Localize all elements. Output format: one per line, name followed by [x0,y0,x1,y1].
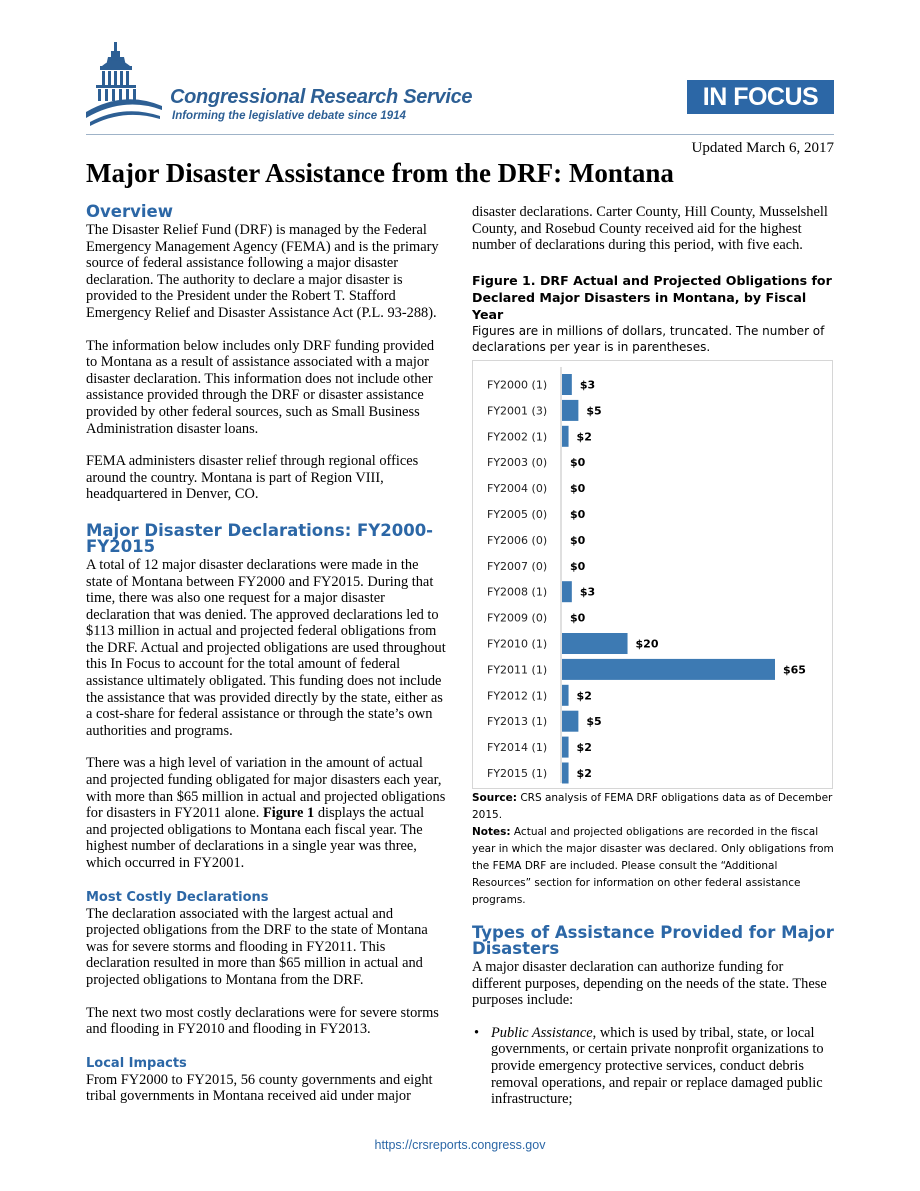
bar [562,737,569,758]
category-label: FY2005 (0) [487,508,548,521]
most-costly-paragraph-1: The declaration associated with the largest actual and projected obligations from the DRF to the state of Montana was for severe storms and flooding in FY2011. This declaration resulted in more than $65 million in actual and projected obligations to Montana from the DRF. [86,905,428,988]
figure-notes: Notes: Actual and projected obligations are recorded in the fiscal year in which the major disaster was declared. Only obligations from the FEMA DRF are included. Please consult the “Additional Resources” section for information on other federal assistance programs. [472,826,834,906]
category-label: FY2010 (1) [487,637,548,651]
category-label: FY2008 (1) [487,585,548,599]
category-label: FY2004 (0) [487,482,548,496]
org-tagline: Informing the legislative debate since 1914 [172,110,406,122]
category-label: FY2002 (1) [487,430,548,444]
value-label: $65 [783,663,806,677]
declarations-heading: Major Disaster Declarations: FY2000-FY2015 [86,520,434,556]
value-label: $2 [576,767,592,780]
figure-source: Source: CRS analysis of FEMA DRF obligations data as of December 2015. [472,792,833,821]
header-divider [86,134,834,135]
bar [562,374,572,395]
overview-paragraph-3: FEMA administers disaster relief through regional offices around the country. Montana is part of Region VIII, headquartered in Denver, CO. [86,453,419,503]
value-label: $2 [576,689,592,703]
value-label: $2 [576,741,592,755]
footer-url[interactable]: https://crsreports.congress.gov [374,1138,546,1152]
value-label: $20 [635,637,659,651]
most-costly-heading: Most Costly Declarations [86,889,269,905]
declarations-paragraph-2: There was a high level of variation in the amount of actual and projected funding obligated for major disasters each year, with more than $65 million in actual and projected obligations for disasters in FY2011 alone. Figure 1 displays the actual and projected obligations to Montana each fiscal year. The highest number of declarations in a single year was three, which occurred in FY2001. [86,755,446,871]
category-label: FY2011 (1) [487,663,548,677]
value-label: $5 [586,715,602,729]
bar [562,659,775,680]
value-label: $0 [570,456,586,470]
category-label: FY2012 (1) [487,689,548,703]
bar [562,711,578,732]
figure-1-chart [472,360,833,789]
assistance-list [472,1025,834,1108]
bar [562,426,569,447]
value-label: $3 [579,585,596,599]
category-label: FY2006 (0) [487,533,548,547]
crs-capitol-logo-icon [84,40,164,130]
value-label: $0 [570,482,586,496]
org-name: Congressional Research Service [170,86,473,108]
figure-1-reference: Figure 1 [262,805,315,822]
right-column-bottom [472,790,834,1108]
value-label: $0 [570,533,586,547]
value-label: $5 [586,404,602,418]
category-label: FY2014 (1) [487,741,548,755]
category-label: FY2000 (1) [487,378,548,392]
category-label: FY2003 (0) [487,456,548,470]
overview-heading: Overview [86,202,173,221]
category-label: FY2007 (0) [487,559,548,573]
right-column-top [472,204,834,355]
local-impacts-heading: Local Impacts [86,1055,187,1071]
value-label: $0 [570,611,586,625]
overview-paragraph-1: The Disaster Relief Fund (DRF) is managed by the Federal Emergency Management Agency (FEMA) and is the primary source of federal assistance following a major disaster declaration. The authority to declare a major disaster is provided to the President under the Robert T. Stafford Emergency Relief and Disaster Assistance Act (P.L. 93-288). [86,222,439,321]
list-item-public-assistance: • Public Assistance, which is used by tribal, state, or local governments, or certain private nonprofit organizations to provide emergency protective services, conduct debris removal operations, and repair or replace damaged public infrastructure; [472,1025,834,1108]
left-column [86,204,446,1121]
most-costly-paragraph-2: The next two most costly declarations were for severe storms and flooding in FY2010 and flooding in FY2013. [86,1004,439,1038]
local-impacts-paragraph: From FY2000 to FY2015, 56 county governments and eight tribal governments in Montana received aid under major [86,1071,433,1105]
bar-chart-svg [473,361,832,788]
bar [562,763,569,784]
bar [562,581,572,602]
figure-subtitle: Figures are in millions of dollars, truncated. The number of declarations per year is in parentheses. [472,323,825,354]
value-label: $2 [576,430,592,444]
types-heading: Types of Assistance Provided for Major Disasters [472,923,834,958]
value-label: $0 [570,559,586,573]
types-paragraph: A major disaster declaration can authorize funding for different purposes, depending on the needs of the state. These purposes include: [472,959,827,1009]
value-label: $0 [570,508,586,521]
category-label: FY2009 (0) [487,611,548,625]
category-label: FY2015 (1) [487,767,548,780]
bar [562,633,628,654]
page-title: Major Disaster Assistance from the DRF: Montana [86,158,674,188]
bar [562,685,569,706]
in-focus-badge: IN FOCUS [687,80,834,114]
category-label: FY2013 (1) [487,715,548,729]
figure-title: Figure 1. DRF Actual and Projected Obligations for Declared Major Disasters in Montana, by Fiscal Year [472,272,832,322]
local-impacts-continued: disaster declarations. Carter County, Hill County, Musselshell County, and Rosebud County received aid for the highest number of declarations during this period, with five each. [472,204,828,254]
overview-paragraph-2: The information below includes only DRF funding provided to Montana as a result of assistance associated with a major disaster declaration. This information does not include other assistance provided through the DRF or disaster assistance provided by other federal sources, such as Small Business Administration disaster loans. [86,337,435,437]
value-label: $3 [579,378,596,392]
updated-date: Updated March 6, 2017 [691,140,834,156]
category-label: FY2001 (3) [487,404,548,418]
bar [562,400,578,421]
declarations-paragraph-1: A total of 12 major disaster declarations were made in the state of Montana between FY2000 and FY2015. During that time, there was also one request for a major disaster declaration that was denied. The approved declarations led to $113 million in actual and projected federal obligations from the DRF. Actual and projected obligations are used throughout this In Focus to account for the total amount of federal assistance ultimately obligated. This funding does not include the assistance that was provided directly by the state, either as a cost-share for federal assistance or through the state’s own authorities and programs. [86,556,446,739]
